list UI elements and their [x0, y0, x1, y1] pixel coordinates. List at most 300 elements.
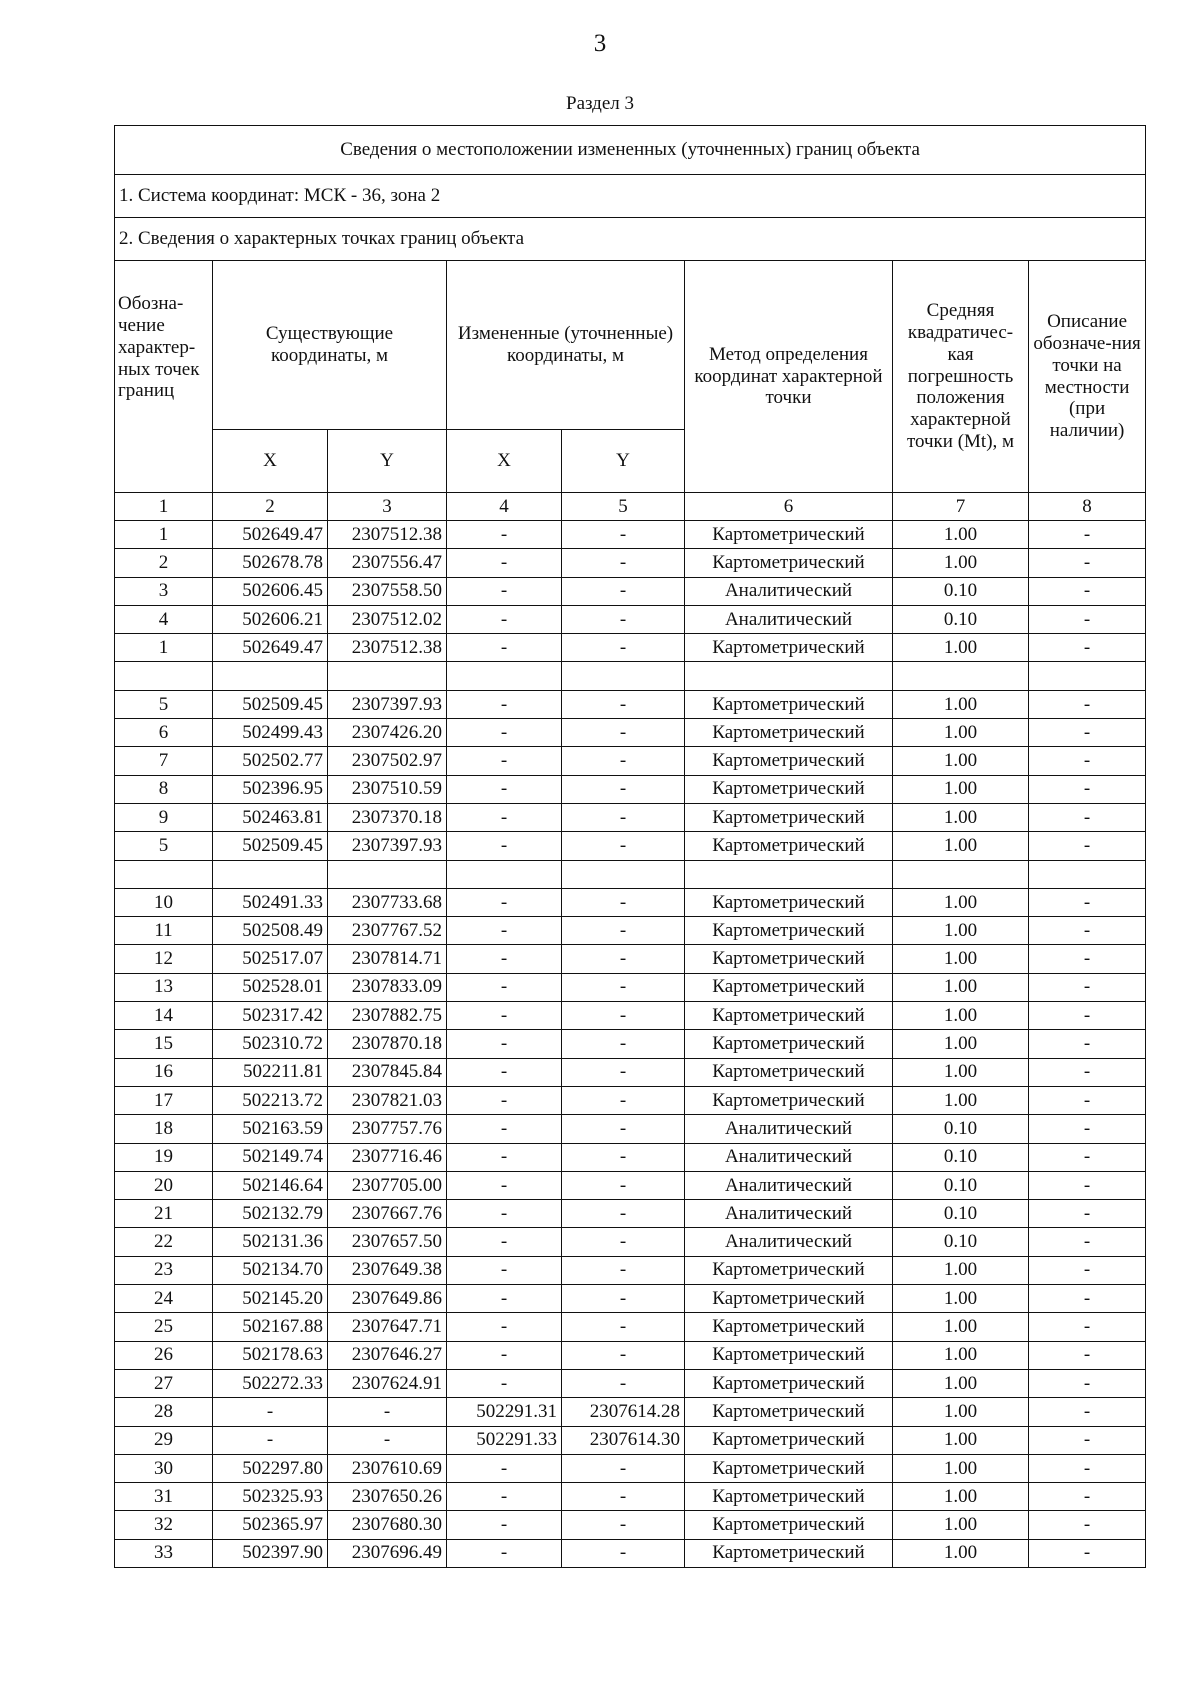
cell-description: - [1029, 1398, 1146, 1426]
cell-existing-y: 2307716.46 [328, 1143, 447, 1171]
cell-method: Аналитический [685, 577, 893, 605]
cell-changed-x: - [447, 1115, 562, 1143]
cell-existing-x: 502491.33 [213, 888, 328, 916]
cell-description: - [1029, 549, 1146, 577]
cell-changed-x: - [447, 1002, 562, 1030]
cell-changed-y: - [562, 1200, 685, 1228]
cell-point-number: 16 [115, 1058, 213, 1086]
cell-changed-y [562, 662, 685, 690]
cell-existing-x: 502145.20 [213, 1285, 328, 1313]
cell-point-number: 3 [115, 577, 213, 605]
cell-point-number: 26 [115, 1341, 213, 1369]
cell-existing-y: 2307646.27 [328, 1341, 447, 1369]
cell-changed-x [447, 662, 562, 690]
cell-changed-x: - [447, 549, 562, 577]
cell-existing-y [328, 860, 447, 888]
table-row [115, 1454, 1146, 1482]
cell-existing-x: 502167.88 [213, 1313, 328, 1341]
cell-existing-x: - [213, 1426, 328, 1454]
cell-description: - [1029, 1086, 1146, 1114]
cell-point-number: 1 [115, 521, 213, 549]
cell-method: Аналитический [685, 1200, 893, 1228]
cell-changed-x: - [447, 917, 562, 945]
cell-description: - [1029, 690, 1146, 718]
cell-changed-y: - [562, 1058, 685, 1086]
cell-changed-y: - [562, 605, 685, 633]
table-row [115, 549, 1146, 577]
cell-mean-error: 1.00 [893, 1002, 1029, 1030]
cell-description: - [1029, 973, 1146, 1001]
cell-existing-y: 2307512.02 [328, 605, 447, 633]
cell-changed-y: - [562, 719, 685, 747]
cell-changed-y: - [562, 945, 685, 973]
cell-existing-x: 502499.43 [213, 719, 328, 747]
cell-existing-x [213, 662, 328, 690]
cell-existing-x: 502606.21 [213, 605, 328, 633]
cell-changed-x: - [447, 1086, 562, 1114]
cell-point-number: 23 [115, 1256, 213, 1284]
cell-mean-error: 1.00 [893, 719, 1029, 747]
header-mean-error: Средняя квадратичес-кая погрешность положения характерной точки (Mt), м [893, 261, 1029, 493]
table-row [115, 1511, 1146, 1539]
table-body [115, 521, 1146, 1568]
cell-existing-y: 2307512.38 [328, 634, 447, 662]
cell-changed-y: - [562, 1030, 685, 1058]
cell-description: - [1029, 1511, 1146, 1539]
cell-description: - [1029, 917, 1146, 945]
cell-changed-y: - [562, 1115, 685, 1143]
cell-description: - [1029, 1285, 1146, 1313]
cell-point-number: 14 [115, 1002, 213, 1030]
cell-existing-x [213, 860, 328, 888]
header-existing-y: Y [328, 430, 447, 493]
cell-changed-y: - [562, 1369, 685, 1397]
cell-description: - [1029, 1058, 1146, 1086]
cell-changed-x: - [447, 832, 562, 860]
table-row [115, 1341, 1146, 1369]
cell-point-number: 20 [115, 1171, 213, 1199]
cell-method: Картометрический [685, 1002, 893, 1030]
table-row [115, 1398, 1146, 1426]
cell-changed-x: - [447, 1341, 562, 1369]
cell-method: Картометрический [685, 803, 893, 831]
cell-description: - [1029, 1341, 1146, 1369]
page-number: 3 [593, 30, 607, 57]
cell-point-number [115, 662, 213, 690]
cell-point-number: 33 [115, 1539, 213, 1567]
cell-changed-y [562, 860, 685, 888]
column-numbers-row [115, 493, 1146, 521]
cell-existing-y: 2307502.97 [328, 747, 447, 775]
cell-existing-x: 502134.70 [213, 1256, 328, 1284]
cell-existing-x: 502325.93 [213, 1483, 328, 1511]
cell-changed-x: - [447, 521, 562, 549]
cell-point-number: 21 [115, 1200, 213, 1228]
cell-description: - [1029, 1171, 1146, 1199]
cell-changed-x: - [447, 1256, 562, 1284]
cell-existing-x: 502272.33 [213, 1369, 328, 1397]
cell-method: Картометрический [685, 1369, 893, 1397]
cell-mean-error: 1.00 [893, 1285, 1029, 1313]
cell-point-number: 4 [115, 605, 213, 633]
cell-existing-y: 2307757.76 [328, 1115, 447, 1143]
cell-changed-x: - [447, 1200, 562, 1228]
cell-changed-y: - [562, 1483, 685, 1511]
cell-existing-y: 2307610.69 [328, 1454, 447, 1482]
cell-description: - [1029, 1313, 1146, 1341]
cell-method: Картометрический [685, 945, 893, 973]
cell-description: - [1029, 1200, 1146, 1228]
cell-changed-y: - [562, 634, 685, 662]
cell-existing-y: 2307624.91 [328, 1369, 447, 1397]
cell-description: - [1029, 1228, 1146, 1256]
cell-mean-error: 1.00 [893, 775, 1029, 803]
cell-mean-error: 0.10 [893, 1115, 1029, 1143]
cell-method: Картометрический [685, 1285, 893, 1313]
cell-method: Картометрический [685, 775, 893, 803]
table-row [115, 1086, 1146, 1114]
cell-changed-x: - [447, 775, 562, 803]
cell-description: - [1029, 775, 1146, 803]
cell-mean-error: 1.00 [893, 549, 1029, 577]
cell-existing-y: - [328, 1398, 447, 1426]
cell-mean-error: 0.10 [893, 1143, 1029, 1171]
cell-existing-y: 2307426.20 [328, 719, 447, 747]
cell-existing-y: 2307814.71 [328, 945, 447, 973]
cell-existing-y: 2307556.47 [328, 549, 447, 577]
cell-point-number: 1 [115, 634, 213, 662]
cell-changed-x: - [447, 1313, 562, 1341]
cell-method: Картометрический [685, 1030, 893, 1058]
coordinate-system: 1. Система координат: МСК - 36, зона 2 [115, 175, 1146, 218]
header-method: Метод определения координат характерной точки [685, 261, 893, 493]
table-title: Сведения о местоположении измененных (уточненных) границ объекта [115, 126, 1146, 175]
cell-changed-y: - [562, 1285, 685, 1313]
cell-existing-x: 502131.36 [213, 1228, 328, 1256]
column-number: 6 [685, 493, 893, 521]
cell-existing-x: 502606.45 [213, 577, 328, 605]
cell-changed-x: - [447, 577, 562, 605]
cell-description: - [1029, 945, 1146, 973]
table-row [115, 1426, 1146, 1454]
table-row [115, 888, 1146, 916]
cell-method: Аналитический [685, 1228, 893, 1256]
cell-point-number: 13 [115, 973, 213, 1001]
cell-mean-error: 0.10 [893, 1228, 1029, 1256]
cell-existing-x: 502132.79 [213, 1200, 328, 1228]
table-row [115, 1369, 1146, 1397]
cell-method: Картометрический [685, 719, 893, 747]
header-existing-coords: Существующие координаты, м [213, 261, 447, 430]
cell-changed-y: - [562, 1002, 685, 1030]
cell-point-number: 8 [115, 775, 213, 803]
cell-description [1029, 662, 1146, 690]
cell-point-number: 7 [115, 747, 213, 775]
cell-description: - [1029, 803, 1146, 831]
cell-changed-y: - [562, 521, 685, 549]
cell-method: Картометрический [685, 1483, 893, 1511]
cell-point-number: 22 [115, 1228, 213, 1256]
cell-method: Аналитический [685, 1115, 893, 1143]
section-title: Раздел 3 [566, 93, 634, 114]
cell-mean-error: 1.00 [893, 1511, 1029, 1539]
cell-existing-y: 2307649.38 [328, 1256, 447, 1284]
cell-method: Картометрический [685, 634, 893, 662]
cell-changed-x: - [447, 945, 562, 973]
cell-changed-y: - [562, 1539, 685, 1567]
header-description: Описание обозначе-ния точки на местности (при наличии) [1029, 261, 1146, 493]
cell-existing-y: 2307657.50 [328, 1228, 447, 1256]
cell-existing-x: 502149.74 [213, 1143, 328, 1171]
cell-existing-y: 2307833.09 [328, 973, 447, 1001]
cell-changed-y: - [562, 690, 685, 718]
cell-changed-y: - [562, 775, 685, 803]
cell-method: Картометрический [685, 690, 893, 718]
cell-existing-y: 2307821.03 [328, 1086, 447, 1114]
cell-existing-y: 2307705.00 [328, 1171, 447, 1199]
cell-point-number: 18 [115, 1115, 213, 1143]
cell-changed-y: - [562, 1341, 685, 1369]
column-number: 4 [447, 493, 562, 521]
cell-description: - [1029, 832, 1146, 860]
cell-changed-x: - [447, 690, 562, 718]
cell-method: Аналитический [685, 1171, 893, 1199]
cell-method: Картометрический [685, 747, 893, 775]
table-row [115, 1256, 1146, 1284]
cell-point-number: 15 [115, 1030, 213, 1058]
cell-changed-y: - [562, 747, 685, 775]
cell-description: - [1029, 634, 1146, 662]
cell-existing-y: 2307397.93 [328, 690, 447, 718]
cell-existing-x: 502517.07 [213, 945, 328, 973]
cell-changed-y: - [562, 1454, 685, 1482]
table-row [115, 662, 1146, 690]
table-row [115, 1539, 1146, 1567]
cell-changed-x: - [447, 1483, 562, 1511]
cell-point-number: 28 [115, 1398, 213, 1426]
cell-mean-error: 1.00 [893, 1426, 1029, 1454]
cell-existing-x: 502649.47 [213, 634, 328, 662]
cell-point-number: 19 [115, 1143, 213, 1171]
cell-existing-y: 2307767.52 [328, 917, 447, 945]
cell-method: Картометрический [685, 1341, 893, 1369]
cell-mean-error: 1.00 [893, 1369, 1029, 1397]
cell-existing-y: 2307370.18 [328, 803, 447, 831]
cell-method: Картометрический [685, 521, 893, 549]
cell-mean-error: 1.00 [893, 803, 1029, 831]
table-row [115, 1143, 1146, 1171]
table-row [115, 1483, 1146, 1511]
cell-method: Картометрический [685, 1256, 893, 1284]
cell-description: - [1029, 1002, 1146, 1030]
cell-existing-x: 502509.45 [213, 690, 328, 718]
cell-changed-x: - [447, 973, 562, 1001]
cell-existing-y: - [328, 1426, 447, 1454]
cell-mean-error: 1.00 [893, 945, 1029, 973]
cell-existing-x: 502178.63 [213, 1341, 328, 1369]
cell-method: Картометрический [685, 973, 893, 1001]
cell-description: - [1029, 605, 1146, 633]
cell-existing-y [328, 662, 447, 690]
cell-mean-error: 1.00 [893, 1086, 1029, 1114]
cell-changed-y: 2307614.30 [562, 1426, 685, 1454]
cell-existing-y: 2307680.30 [328, 1511, 447, 1539]
cell-mean-error: 1.00 [893, 1483, 1029, 1511]
cell-mean-error: 1.00 [893, 1030, 1029, 1058]
cell-existing-x: 502463.81 [213, 803, 328, 831]
cell-mean-error: 1.00 [893, 917, 1029, 945]
cell-changed-y: - [562, 1313, 685, 1341]
table-row [115, 521, 1146, 549]
cell-mean-error: 0.10 [893, 605, 1029, 633]
cell-method: Аналитический [685, 605, 893, 633]
cell-existing-x: 502678.78 [213, 549, 328, 577]
cell-changed-x: - [447, 1228, 562, 1256]
cell-method: Картометрический [685, 1058, 893, 1086]
points-heading: 2. Сведения о характерных точках границ объекта [115, 218, 1146, 261]
cell-method: Картометрический [685, 888, 893, 916]
table-row [115, 1313, 1146, 1341]
cell-changed-x: - [447, 1454, 562, 1482]
cell-changed-y: - [562, 1511, 685, 1539]
cell-description: - [1029, 1539, 1146, 1567]
cell-mean-error: 1.00 [893, 1539, 1029, 1567]
cell-method: Картометрический [685, 1454, 893, 1482]
cell-point-number: 29 [115, 1426, 213, 1454]
cell-existing-x: 502649.47 [213, 521, 328, 549]
cell-existing-x: - [213, 1398, 328, 1426]
cell-description [1029, 860, 1146, 888]
cell-point-number: 5 [115, 832, 213, 860]
cell-method: Картометрический [685, 832, 893, 860]
cell-existing-y: 2307845.84 [328, 1058, 447, 1086]
cell-existing-x: 502365.97 [213, 1511, 328, 1539]
cell-changed-x: - [447, 1285, 562, 1313]
cell-method [685, 860, 893, 888]
cell-mean-error: 0.10 [893, 1171, 1029, 1199]
cell-existing-x: 502297.80 [213, 1454, 328, 1482]
cell-existing-x: 502163.59 [213, 1115, 328, 1143]
cell-mean-error: 1.00 [893, 1341, 1029, 1369]
cell-changed-y: - [562, 832, 685, 860]
cell-changed-x: - [447, 888, 562, 916]
cell-changed-y: - [562, 1086, 685, 1114]
cell-changed-y: 2307614.28 [562, 1398, 685, 1426]
cell-method: Картометрический [685, 1398, 893, 1426]
cell-mean-error: 1.00 [893, 747, 1029, 775]
cell-existing-y: 2307649.86 [328, 1285, 447, 1313]
cell-description: - [1029, 1483, 1146, 1511]
column-number: 5 [562, 493, 685, 521]
cell-point-number [115, 860, 213, 888]
cell-point-number: 12 [115, 945, 213, 973]
cell-existing-x: 502317.42 [213, 1002, 328, 1030]
cell-changed-y: - [562, 803, 685, 831]
cell-existing-x: 502396.95 [213, 775, 328, 803]
cell-existing-y: 2307696.49 [328, 1539, 447, 1567]
cell-existing-y: 2307882.75 [328, 1002, 447, 1030]
header-existing-x: X [213, 430, 328, 493]
cell-point-number: 17 [115, 1086, 213, 1114]
cell-mean-error: 1.00 [893, 973, 1029, 1001]
cell-existing-y: 2307512.38 [328, 521, 447, 549]
cell-existing-x: 502310.72 [213, 1030, 328, 1058]
cell-method [685, 662, 893, 690]
cell-mean-error [893, 662, 1029, 690]
cell-description: - [1029, 1426, 1146, 1454]
cell-changed-y: - [562, 1228, 685, 1256]
cell-method: Картометрический [685, 1511, 893, 1539]
cell-mean-error: 1.00 [893, 888, 1029, 916]
table-row [115, 832, 1146, 860]
table-row [115, 634, 1146, 662]
cell-mean-error: 1.00 [893, 1256, 1029, 1284]
cell-point-number: 11 [115, 917, 213, 945]
cell-existing-x: 502528.01 [213, 973, 328, 1001]
cell-description: - [1029, 1454, 1146, 1482]
table-row [115, 690, 1146, 718]
cell-changed-x: - [447, 1171, 562, 1199]
table-row [115, 1228, 1146, 1256]
cell-existing-y: 2307510.59 [328, 775, 447, 803]
cell-point-number: 32 [115, 1511, 213, 1539]
table-row [115, 860, 1146, 888]
cell-point-number: 25 [115, 1313, 213, 1341]
table-row [115, 917, 1146, 945]
cell-changed-x: 502291.33 [447, 1426, 562, 1454]
table-row [115, 945, 1146, 973]
header-changed-x: X [447, 430, 562, 493]
table-row [115, 719, 1146, 747]
cell-mean-error: 0.10 [893, 1200, 1029, 1228]
cell-description: - [1029, 1030, 1146, 1058]
cell-changed-x: - [447, 1539, 562, 1567]
cell-point-number: 27 [115, 1369, 213, 1397]
table-row [115, 1115, 1146, 1143]
cell-existing-x: 502397.90 [213, 1539, 328, 1567]
cell-changed-x: 502291.31 [447, 1398, 562, 1426]
cell-existing-y: 2307870.18 [328, 1030, 447, 1058]
cell-method: Картометрический [685, 917, 893, 945]
cell-existing-y: 2307733.68 [328, 888, 447, 916]
cell-changed-x: - [447, 1058, 562, 1086]
cell-mean-error: 1.00 [893, 634, 1029, 662]
cell-point-number: 5 [115, 690, 213, 718]
cell-method: Картометрический [685, 1086, 893, 1114]
header-changed-coords: Измененные (уточненные) координаты, м [447, 261, 685, 430]
cell-description: - [1029, 1369, 1146, 1397]
cell-description: - [1029, 577, 1146, 605]
cell-changed-x: - [447, 1369, 562, 1397]
table-row [115, 1058, 1146, 1086]
cell-description: - [1029, 1115, 1146, 1143]
cell-changed-x: - [447, 1511, 562, 1539]
cell-changed-y: - [562, 1171, 685, 1199]
cell-point-number: 9 [115, 803, 213, 831]
cell-description: - [1029, 1256, 1146, 1284]
cell-existing-x: 502502.77 [213, 747, 328, 775]
cell-existing-y: 2307558.50 [328, 577, 447, 605]
table-row [115, 775, 1146, 803]
cell-point-number: 10 [115, 888, 213, 916]
cell-mean-error [893, 860, 1029, 888]
table-row [115, 1285, 1146, 1313]
cell-mean-error: 1.00 [893, 1058, 1029, 1086]
cell-point-number: 2 [115, 549, 213, 577]
table-row [115, 605, 1146, 633]
cell-mean-error: 1.00 [893, 521, 1029, 549]
cell-mean-error: 1.00 [893, 832, 1029, 860]
